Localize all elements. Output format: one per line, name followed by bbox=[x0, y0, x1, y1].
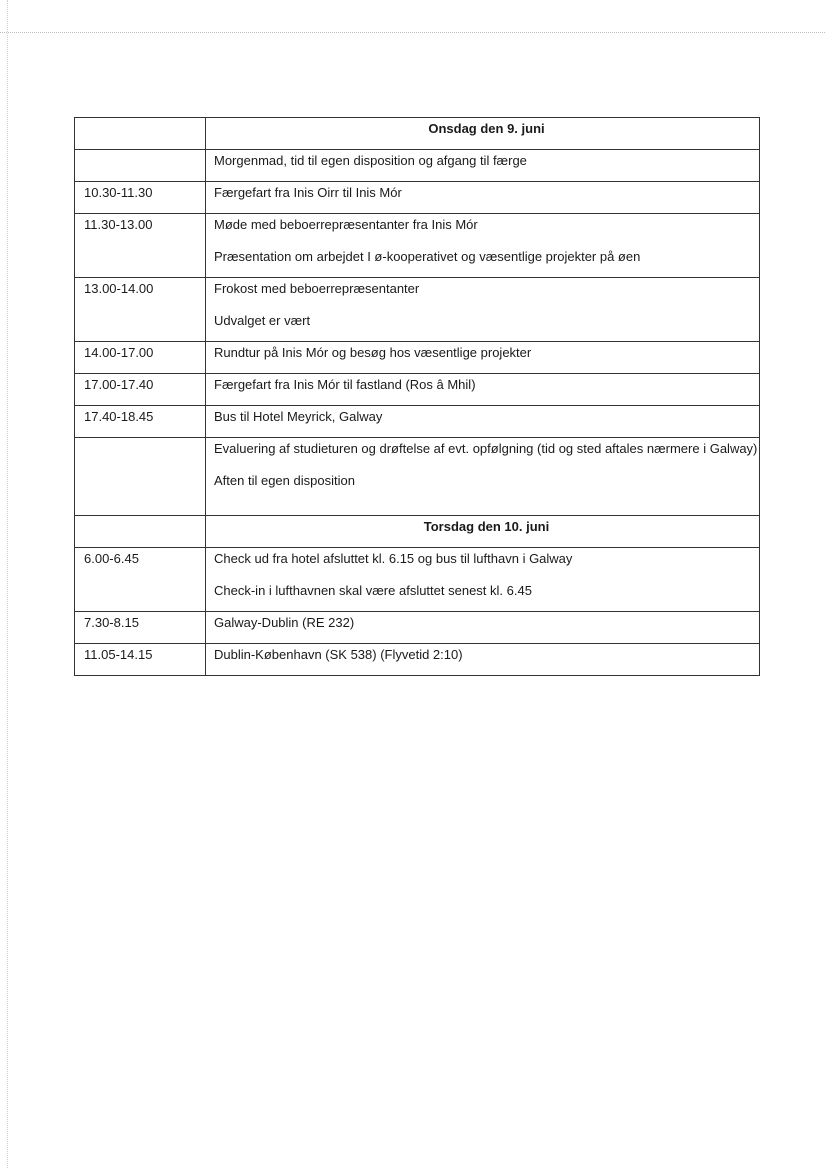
time-cell: 10.30-11.30 bbox=[75, 182, 206, 214]
time-cell: 11.30-13.00 bbox=[75, 214, 206, 278]
day-header-cell bbox=[206, 118, 760, 150]
description-cell bbox=[206, 182, 760, 214]
description-cell bbox=[206, 214, 760, 278]
time-cell bbox=[75, 516, 206, 548]
table-row bbox=[75, 342, 760, 374]
description-line: Check ud fra hotel afsluttet kl. 6.15 og bus til lufthavn i Galway bbox=[214, 551, 573, 566]
description-line: Bus til Hotel Meyrick, Galway bbox=[214, 409, 383, 424]
description-cell bbox=[206, 342, 760, 374]
description-cell bbox=[206, 150, 760, 182]
time-cell bbox=[75, 118, 206, 150]
scan-border-top bbox=[0, 32, 825, 33]
day-title: Torsdag den 10. juni bbox=[423, 519, 550, 534]
table-row bbox=[75, 374, 760, 406]
description-cell bbox=[206, 644, 760, 676]
description-line: Dublin-København (SK 538) (Flyvetid 2:10) bbox=[214, 647, 463, 662]
description-line: Evaluering af studieturen og drøftelse af evt. opfølgning (tid og sted aftales nærmere i Galway) bbox=[214, 441, 758, 456]
description-line: Aften til egen disposition bbox=[214, 473, 355, 488]
time-cell: 13.00-14.00 bbox=[75, 278, 206, 342]
time-cell: 17.00-17.40 bbox=[75, 374, 206, 406]
time-cell: 11.05-14.15 bbox=[75, 644, 206, 676]
table-row bbox=[75, 278, 760, 342]
table-row bbox=[75, 612, 760, 644]
scan-border-left bbox=[7, 0, 8, 1168]
description-line: Udvalget er vært bbox=[214, 313, 311, 328]
description-cell bbox=[206, 406, 760, 438]
description-cell bbox=[206, 374, 760, 406]
time-cell: 17.40-18.45 bbox=[75, 406, 206, 438]
description-line: Præsentation om arbejdet I ø-kooperativet og væsentlige projekter på øen bbox=[214, 249, 641, 264]
description-cell bbox=[206, 278, 760, 342]
time-cell: 14.00-17.00 bbox=[75, 342, 206, 374]
description-line: Frokost med beboerrepræsentanter bbox=[214, 281, 420, 296]
description-cell bbox=[206, 612, 760, 644]
description-line: Færgefart fra Inis Mór til fastland (Ros â Mhil) bbox=[214, 377, 476, 392]
day-header-row bbox=[75, 516, 760, 548]
table-row bbox=[75, 182, 760, 214]
description-line: Check-in i lufthavnen skal være afsluttet senest kl. 6.45 bbox=[214, 583, 532, 598]
time-cell: 6.00-6.45 bbox=[75, 548, 206, 612]
day-title: Onsdag den 9. juni bbox=[428, 121, 545, 136]
description-line: Færgefart fra Inis Oirr til Inis Mór bbox=[214, 185, 402, 200]
description-line: Morgenmad, tid til egen disposition og afgang til færge bbox=[214, 153, 527, 168]
day-header-row bbox=[75, 118, 760, 150]
description-cell bbox=[206, 438, 760, 516]
table-row bbox=[75, 406, 760, 438]
table-row bbox=[75, 438, 760, 516]
description-cell bbox=[206, 548, 760, 612]
table-row bbox=[75, 150, 760, 182]
time-cell bbox=[75, 438, 206, 516]
table-row bbox=[75, 548, 760, 612]
table-row bbox=[75, 214, 760, 278]
day-header-cell bbox=[206, 516, 760, 548]
schedule-table bbox=[74, 117, 760, 676]
time-cell: 7.30-8.15 bbox=[75, 612, 206, 644]
table-row bbox=[75, 644, 760, 676]
description-line: Møde med beboerrepræsentanter fra Inis Mór bbox=[214, 217, 478, 232]
description-line: Galway-Dublin (RE 232) bbox=[214, 615, 355, 630]
description-line: Rundtur på Inis Mór og besøg hos væsentlige projekter bbox=[214, 345, 532, 360]
time-cell bbox=[75, 150, 206, 182]
